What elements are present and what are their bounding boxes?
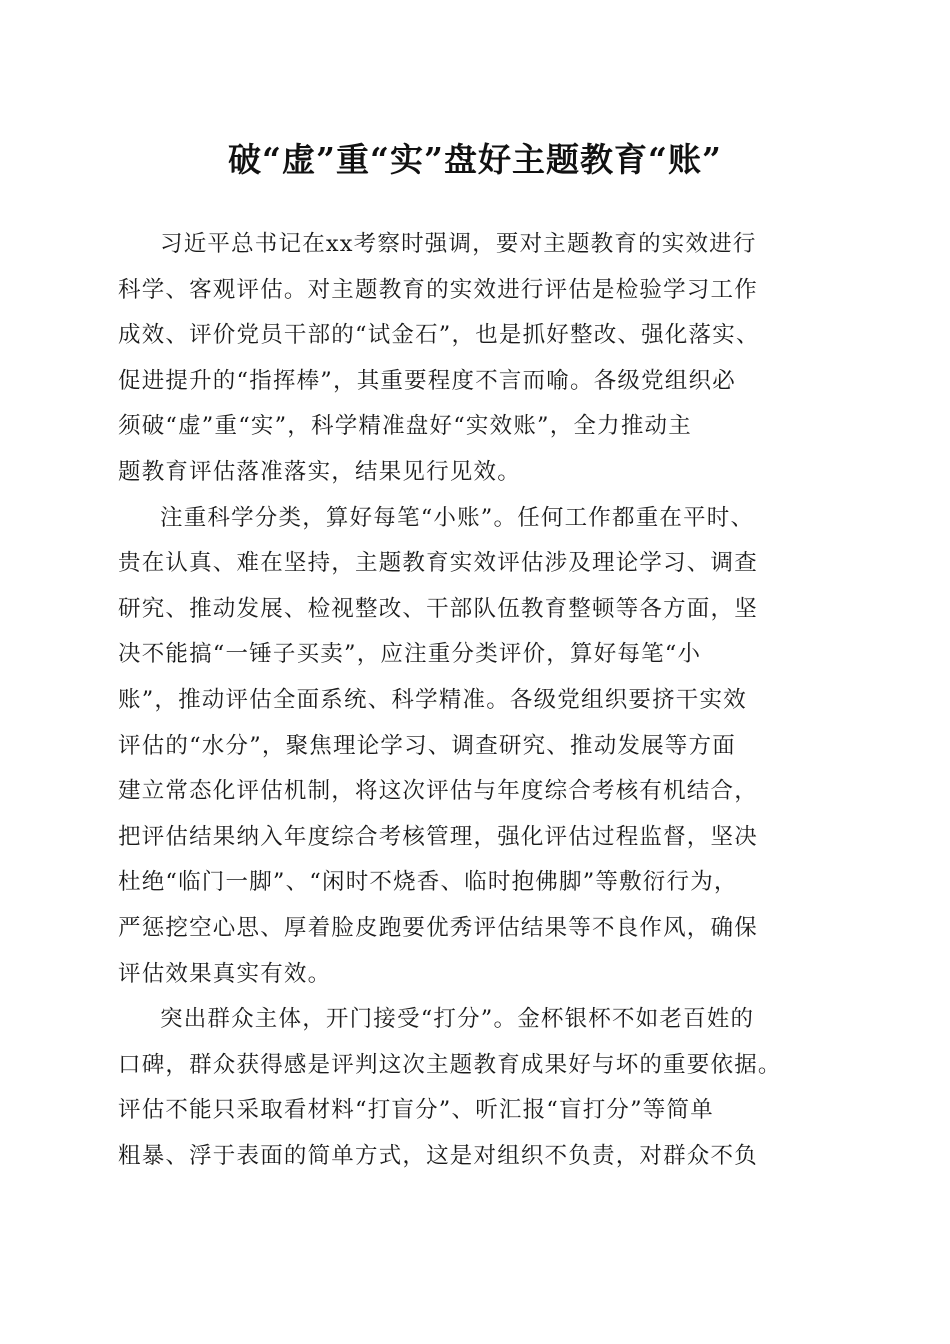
text-line: 决不能搞“一锤子买卖”，应注重分类评价，算好每笔“小 <box>118 641 702 668</box>
text-line: 研究、推动发展、检视整改、干部队伍教育整顿等各方面，坚 <box>118 595 758 622</box>
text-line: 把评估结果纳入年度综合考核管理，强化评估过程监督，坚决 <box>118 823 758 850</box>
text-line: 建立常态化评估机制，将这次评估与年度综合考核有机结合， <box>118 778 758 805</box>
text-line: 杜绝“临门一脚”、“闲时不烧香、临时抱佛脚”等敷衍行为， <box>118 869 738 896</box>
text-line: 贵在认真、难在坚持，主题教育实效评估涉及理论学习、调查 <box>118 550 758 577</box>
document-body <box>118 222 838 1179</box>
text-line: 口碑，群众获得感是评判这次主题教育成果好与坏的重要依据。 <box>118 1051 782 1078</box>
text-line: 习近平总书记在xx考察时强调，要对主题教育的实效进行 <box>160 231 757 257</box>
text-line: 评估不能只采取看材料“打盲分”、听汇报“盲打分”等简单 <box>118 1097 714 1124</box>
document-title: 破“虚”重“实”盘好主题教育“账” <box>228 140 722 179</box>
text-line: 评估效果真实有效。 <box>118 960 332 987</box>
text-line: 成效、评价党员干部的“试金石”，也是抓好整改、强化落实、 <box>118 322 760 349</box>
text-line: 促进提升的“指挥棒”，其重要程度不言而喻。各级党组织必 <box>118 367 736 394</box>
text-line: 科学、客观评估。对主题教育的实效进行评估是检验学习工作 <box>118 276 758 303</box>
text-line: 题教育评估落准落实，结果见行见效。 <box>118 458 521 485</box>
text-line: 注重科学分类，算好每笔“小账”。任何工作都重在平时、 <box>160 504 755 531</box>
text-line: 须破“虚”重“实”，科学精准盘好“实效账”，全力推动主 <box>118 413 692 440</box>
text-line: 评估的“水分”，聚焦理论学习、调查研究、推动发展等方面 <box>118 732 736 759</box>
text-line: 粗暴、浮于表面的简单方式，这是对组织不负责，对群众不负 <box>118 1142 758 1169</box>
text-line: 严惩挖空心思、厚着脸皮跑要优秀评估结果等不良作风，确保 <box>118 914 758 941</box>
text-line: 突出群众主体，开门接受“打分”。金杯银杯不如老百姓的 <box>160 1006 755 1033</box>
text-line: 账”，推动评估全面系统、科学精准。各级党组织要挤干实效 <box>118 686 747 713</box>
